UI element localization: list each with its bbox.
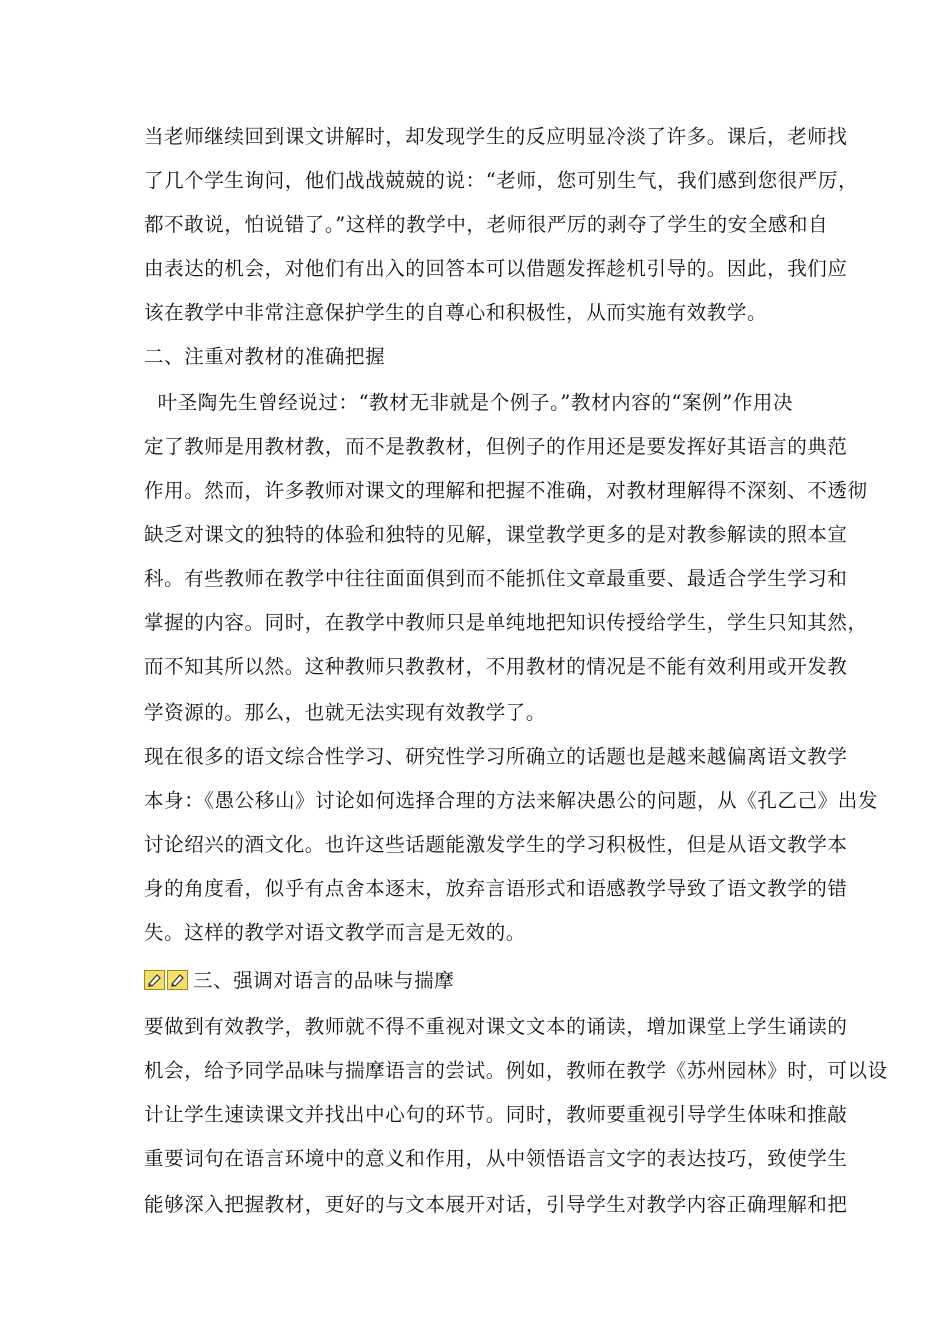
text-line: 机会，给予同学品味与揣摩语言的尝试。例如，教师在教学《苏州园林》时，可以设 <box>144 1059 888 1082</box>
text-line: 现在很多的语文综合性学习、研究性学习所确立的话题也是越来越偏离语文教学 <box>144 745 848 768</box>
text-line: 重要词句在语言环境中的意义和作用，从中领悟语言文字的表达技巧，致使学生 <box>144 1147 848 1170</box>
text-line: 而不知其所以然。这种教师只教教材，不用教材的情况是不能有效利用或开发教 <box>144 655 848 678</box>
text-line: 定了教师是用教材教，而不是教教材，但例子的作用还是要发挥好其语言的典范 <box>144 435 848 458</box>
text-line: 失。这样的教学对语文教学而言是无效的。 <box>144 921 526 944</box>
text-line: 计让学生速读课文并找出中心句的环节。同时，教师要重视引导学生体味和推敲 <box>144 1103 848 1126</box>
text-line: 叶圣陶先生曾经说过：“教材无非就是个例子。”教材内容的“案例”作用决 <box>144 391 794 414</box>
text-line: 身的角度看，似乎有点舍本逐末，放弃言语形式和语感教学导致了语文教学的错 <box>144 877 848 900</box>
pencil-icon <box>167 970 188 990</box>
text-line: 本身：《愚公移山》讨论如何选择合理的方法来解决愚公的问题，从《孔乙己》出发 <box>144 789 878 812</box>
text-line: 该在教学中非常注意保护学生的自尊心和积极性，从而实施有效教学。 <box>144 301 768 324</box>
text-line: 都不敢说，怕说错了。”这样的教学中，老师很严厉的剥夺了学生的安全感和自 <box>144 213 829 236</box>
text-line: 要做到有效教学，教师就不得不重视对课文文本的诵读，增加课堂上学生诵读的 <box>144 1015 848 1038</box>
text-line: 科。有些教师在教学中往往面面俱到而不能抓住文章最重要、最适合学生学习和 <box>144 567 848 590</box>
pencil-icon <box>144 970 165 990</box>
text-line: 当老师继续回到课文讲解时，却发现学生的反应明显冷淡了许多。课后，老师找 <box>144 125 848 148</box>
text-line: 能够深入把握教材，更好的与文本展开对话，引导学生对教学内容正确理解和把 <box>144 1193 848 1216</box>
text-line: 学资源的。那么，也就无法实现有效教学了。 <box>144 701 547 724</box>
text-line: 了几个学生询问，他们战战兢兢的说：“老师，您可别生气，我们感到您很严厉， <box>144 169 859 192</box>
heading-icon-group <box>144 970 190 992</box>
section-heading: 二、注重对教材的准确把握 <box>144 345 386 368</box>
text-line: 讨论绍兴的酒文化。也许这些话题能激发学生的学习积极性，但是从语文教学本 <box>144 833 848 856</box>
text-line: 由表达的机会，对他们有出入的回答本可以借题发挥趁机引导的。因此，我们应 <box>144 257 848 280</box>
section-heading: 三、强调对语言的品味与揣摩 <box>193 969 455 992</box>
text-line: 掌握的内容。同时，在教学中教师只是单纯地把知识传授给学生，学生只知其然， <box>144 611 868 634</box>
text-line: 作用。然而，许多教师对课文的理解和把握不准确，对教材理解得不深刻、不透彻 <box>144 479 868 502</box>
text-line: 缺乏对课文的独特的体验和独特的见解，课堂教学更多的是对教参解读的照本宣 <box>144 523 848 546</box>
